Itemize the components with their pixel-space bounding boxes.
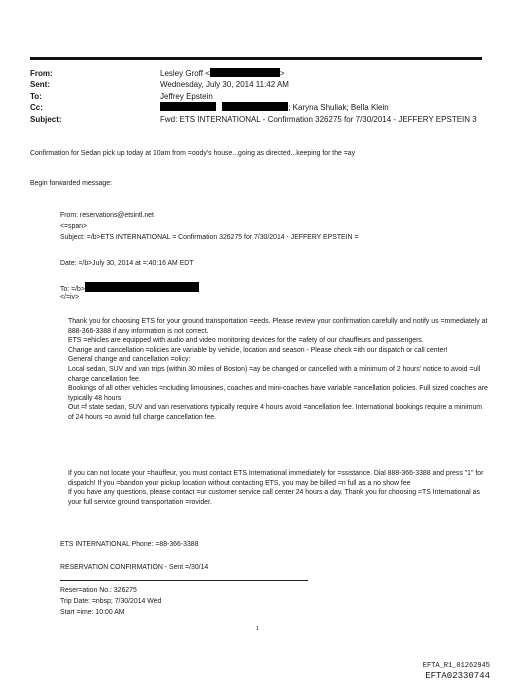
footer-code-2: EFTA02330744 (425, 671, 490, 681)
from-row (30, 68, 500, 79)
to-row (30, 91, 500, 102)
from-label: From: (30, 69, 53, 78)
policy-paragraph: General change and cancellation =olicy: (68, 356, 191, 364)
page-number: 1 (256, 626, 260, 632)
redaction-box (222, 102, 288, 111)
cc-value: ; Karyna Shuliak; Bella Klein (288, 103, 389, 113)
cc-label: Cc: (30, 103, 43, 113)
reservation-number: Reser=ation No.: 326275 (60, 587, 137, 594)
sent-value: Wednesday, July 30, 2014 11:42 AM (160, 80, 289, 90)
redaction-box (210, 68, 280, 77)
fwd-span: <=span> (60, 223, 88, 230)
policy-block (60, 317, 488, 423)
policy-paragraph: If you can not locate your =hauffeur, you must contact ETS International immediately for =ssistance. Dial 888-366-3388 and press "1" for dispatch! If you =bandon your pickup location without contacting ETS, you may be billed =n full as a no show fee (68, 470, 484, 487)
from-tail: > (279, 69, 285, 78)
fwd-div-close: </=iv> (60, 294, 79, 301)
subject-row (30, 114, 500, 125)
message-line: Confirmation for Sedan pick up today at 10am from =oody’s house...going as directed...keeping for the =ay (30, 150, 356, 157)
fwd-date: Date: =/b>July 30, 2014 at =:40:16 AM EDT (60, 260, 194, 267)
policy-paragraph: Change and cancellation =olicies are variable by vehicle, location and season - Please check =ith our dispatch or call center! (68, 346, 448, 354)
email-header (30, 68, 500, 125)
policy-paragraph: Thank you for choosing ETS for your ground transportation =eeds. Please review your confirmation carefully and notify us =mmediately at 888-366-3388 if any information is not correct. (68, 318, 488, 335)
policy-paragraph: Local sedan, SUV and van trips (within 30 miles of Boston) =ay be changed or cancelled with a minimum of 2 hours' notice to avoid =ull charge cancellation fee. (68, 365, 481, 383)
to-label: To: (30, 91, 42, 101)
policy-paragraph: If you have any questions, please contact =ur customer service call center 24 hours a day. Thank you for choosing =TS International as your full service ground transportation =rovider. (68, 489, 480, 506)
fwd-to (60, 282, 199, 295)
policy-block-2 (60, 469, 488, 507)
footer-code-1: EFTA_R1_01262945 (422, 662, 490, 670)
to-value: Jeffrey Epstein (160, 91, 213, 101)
policy-paragraph: Bookings of all other vehicles =ncluding limousines, coaches and mini-coaches have variable =ancellation policies. Full sized coaches are typically 48 hours (68, 385, 488, 402)
fwd-subject: Subject: =/b>ETS INTERNATIONAL = Confirmation 326275 for 7/30/2014 - JEFFERY EPSTEIN = (60, 234, 359, 241)
fwd-to-label: To: =/b> (60, 286, 85, 293)
header-rule (30, 57, 482, 60)
redaction-box (85, 282, 199, 292)
policy-paragraph: Out =f state sedan, SUV and van reservations typically require 4 hours avoid =ancellation fee. International bookings require a minimum of 24 hours =o avoid full charge cancellation fee. (68, 404, 483, 421)
cc-row (30, 102, 500, 113)
begin-forwarded: Begin forwarded message: (30, 180, 112, 187)
fwd-from: From: reservations@etsintl.net (60, 212, 154, 219)
phone-line: ETS INTERNATIONAL Phone: =88-366-3388 (60, 541, 199, 548)
policy-paragraph: ETS =ehicles are equipped with audio and video monitoring devices for the =afety of our chauffeurs and passengers. (68, 337, 424, 345)
redaction-box (160, 102, 216, 111)
confirmation-line: RESERVATION CONFIRMATION - Sent =/30/14 (60, 564, 209, 571)
sent-row (30, 79, 500, 90)
divider-line (60, 580, 308, 581)
sent-label: Sent: (30, 80, 50, 90)
start-time: Start =ime: 10:00 AM (60, 609, 125, 616)
from-value: Lesley Groff < (160, 69, 210, 78)
subject-label: Subject: (30, 114, 62, 124)
subject-value: Fwd: ETS INTERNATIONAL - Confirmation 326275 for 7/30/2014 - JEFFERY EPSTEIN 3 (160, 114, 477, 124)
trip-date: Trip Date: =nbsp; 7/30/2014 Wed (60, 598, 162, 605)
